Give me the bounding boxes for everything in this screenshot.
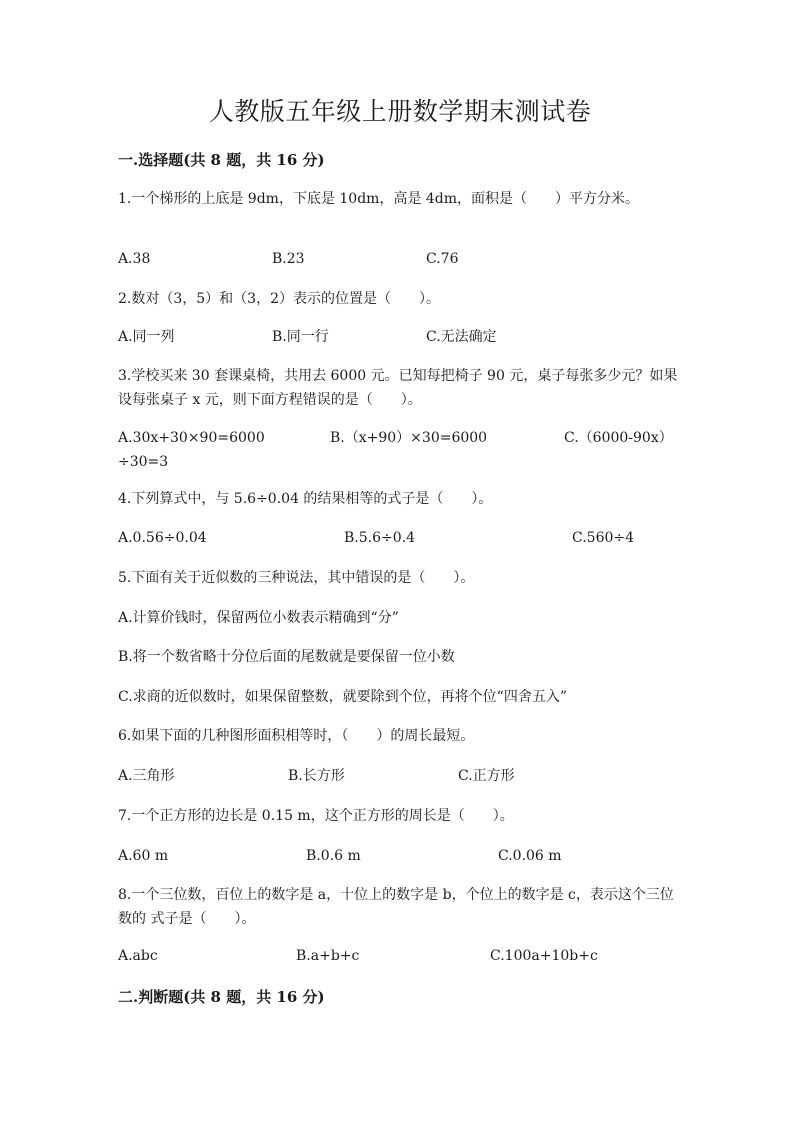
question-2-option-b: B.同一行 [272, 329, 329, 345]
question-3-option-a: A.30x+30×90=6000 [118, 430, 265, 446]
question-7-option-b: B.0.6 m [306, 848, 361, 864]
question-6-option-c: C.正方形 [458, 768, 515, 784]
question-4-stem: 4.下列算式中，与 5.6÷0.04 的结果相等的式子是（ ）。 [118, 491, 493, 507]
question-3-stem: 3.学校买来 30 套课桌椅，共用去 6000 元。已知每把椅子 90 元，桌子每张多少元？如果设每张桌子 x 元，则下面方程错误的是（ ）。 [118, 368, 678, 408]
section-heading-judgment: 二.判断题(共 8 题，共 16 分) [118, 988, 325, 1006]
question-6-option-a: A.三角形 [118, 768, 175, 784]
question-7-option-c: C.0.06 m [498, 848, 562, 864]
question-8-option-c: C.100a+10b+c [490, 948, 598, 964]
question-2-option-a: A.同一列 [118, 329, 175, 345]
question-5-stem: 5.下面有关于近似数的三种说法，其中错误的是（ ）。 [118, 570, 475, 586]
question-3-option-c: C.（6000-90x）÷30=3 [118, 430, 673, 470]
question-2-stem: 2.数对（3，5）和（3，2）表示的位置是（ ）。 [118, 291, 440, 307]
page-title: 人教版五年级上册数学期末测试卷 [208, 97, 592, 126]
question-3-option-b: B.（x+90）×30=6000 [330, 430, 488, 446]
question-8-option-a: A.abc [118, 948, 158, 964]
section-heading-choice: 一.选择题(共 8 题，共 16 分) [118, 151, 325, 169]
question-1-option-b: B.23 [272, 251, 305, 267]
question-8-stem: 8.一个三位数，百位上的数字是 a，十位上的数字是 b，个位上的数字是 c，表示这个三位数的 式子是（ ）。 [118, 887, 674, 927]
question-6-option-b: B.长方形 [288, 768, 345, 784]
question-2-option-c: C.无法确定 [426, 329, 497, 345]
question-1-stem: 1.一个梯形的上底是 9dm，下底是 10dm，高是 4dm，面积是（ ）平方分米。 [118, 191, 640, 207]
question-5-option-a: A.计算价钱时，保留两位小数表示精确到“分” [118, 610, 399, 626]
question-6-stem: 6.如果下面的几种图形面积相等时，（ ）的周长最短。 [118, 728, 475, 744]
question-5-option-b: B.将一个数省略十分位后面的尾数就是要保留一位小数 [118, 649, 455, 665]
question-5-option-c: C.求商的近似数时，如果保留整数，就要除到个位，再将个位“四舍五入” [118, 689, 567, 705]
question-7-stem: 7.一个正方形的边长是 0.15 m，这个正方形的周长是（ ）。 [118, 808, 514, 824]
question-7-option-a: A.60 m [118, 848, 169, 864]
question-1-option-a: A.38 [118, 251, 151, 267]
question-4-option-a: A.0.56÷0.04 [118, 530, 207, 546]
question-8-option-b: B.a+b+c [296, 948, 360, 964]
question-4-option-c: C.560÷4 [572, 530, 635, 546]
question-4-option-b: B.5.6÷0.4 [344, 530, 415, 546]
question-1-option-c: C.76 [426, 251, 459, 267]
